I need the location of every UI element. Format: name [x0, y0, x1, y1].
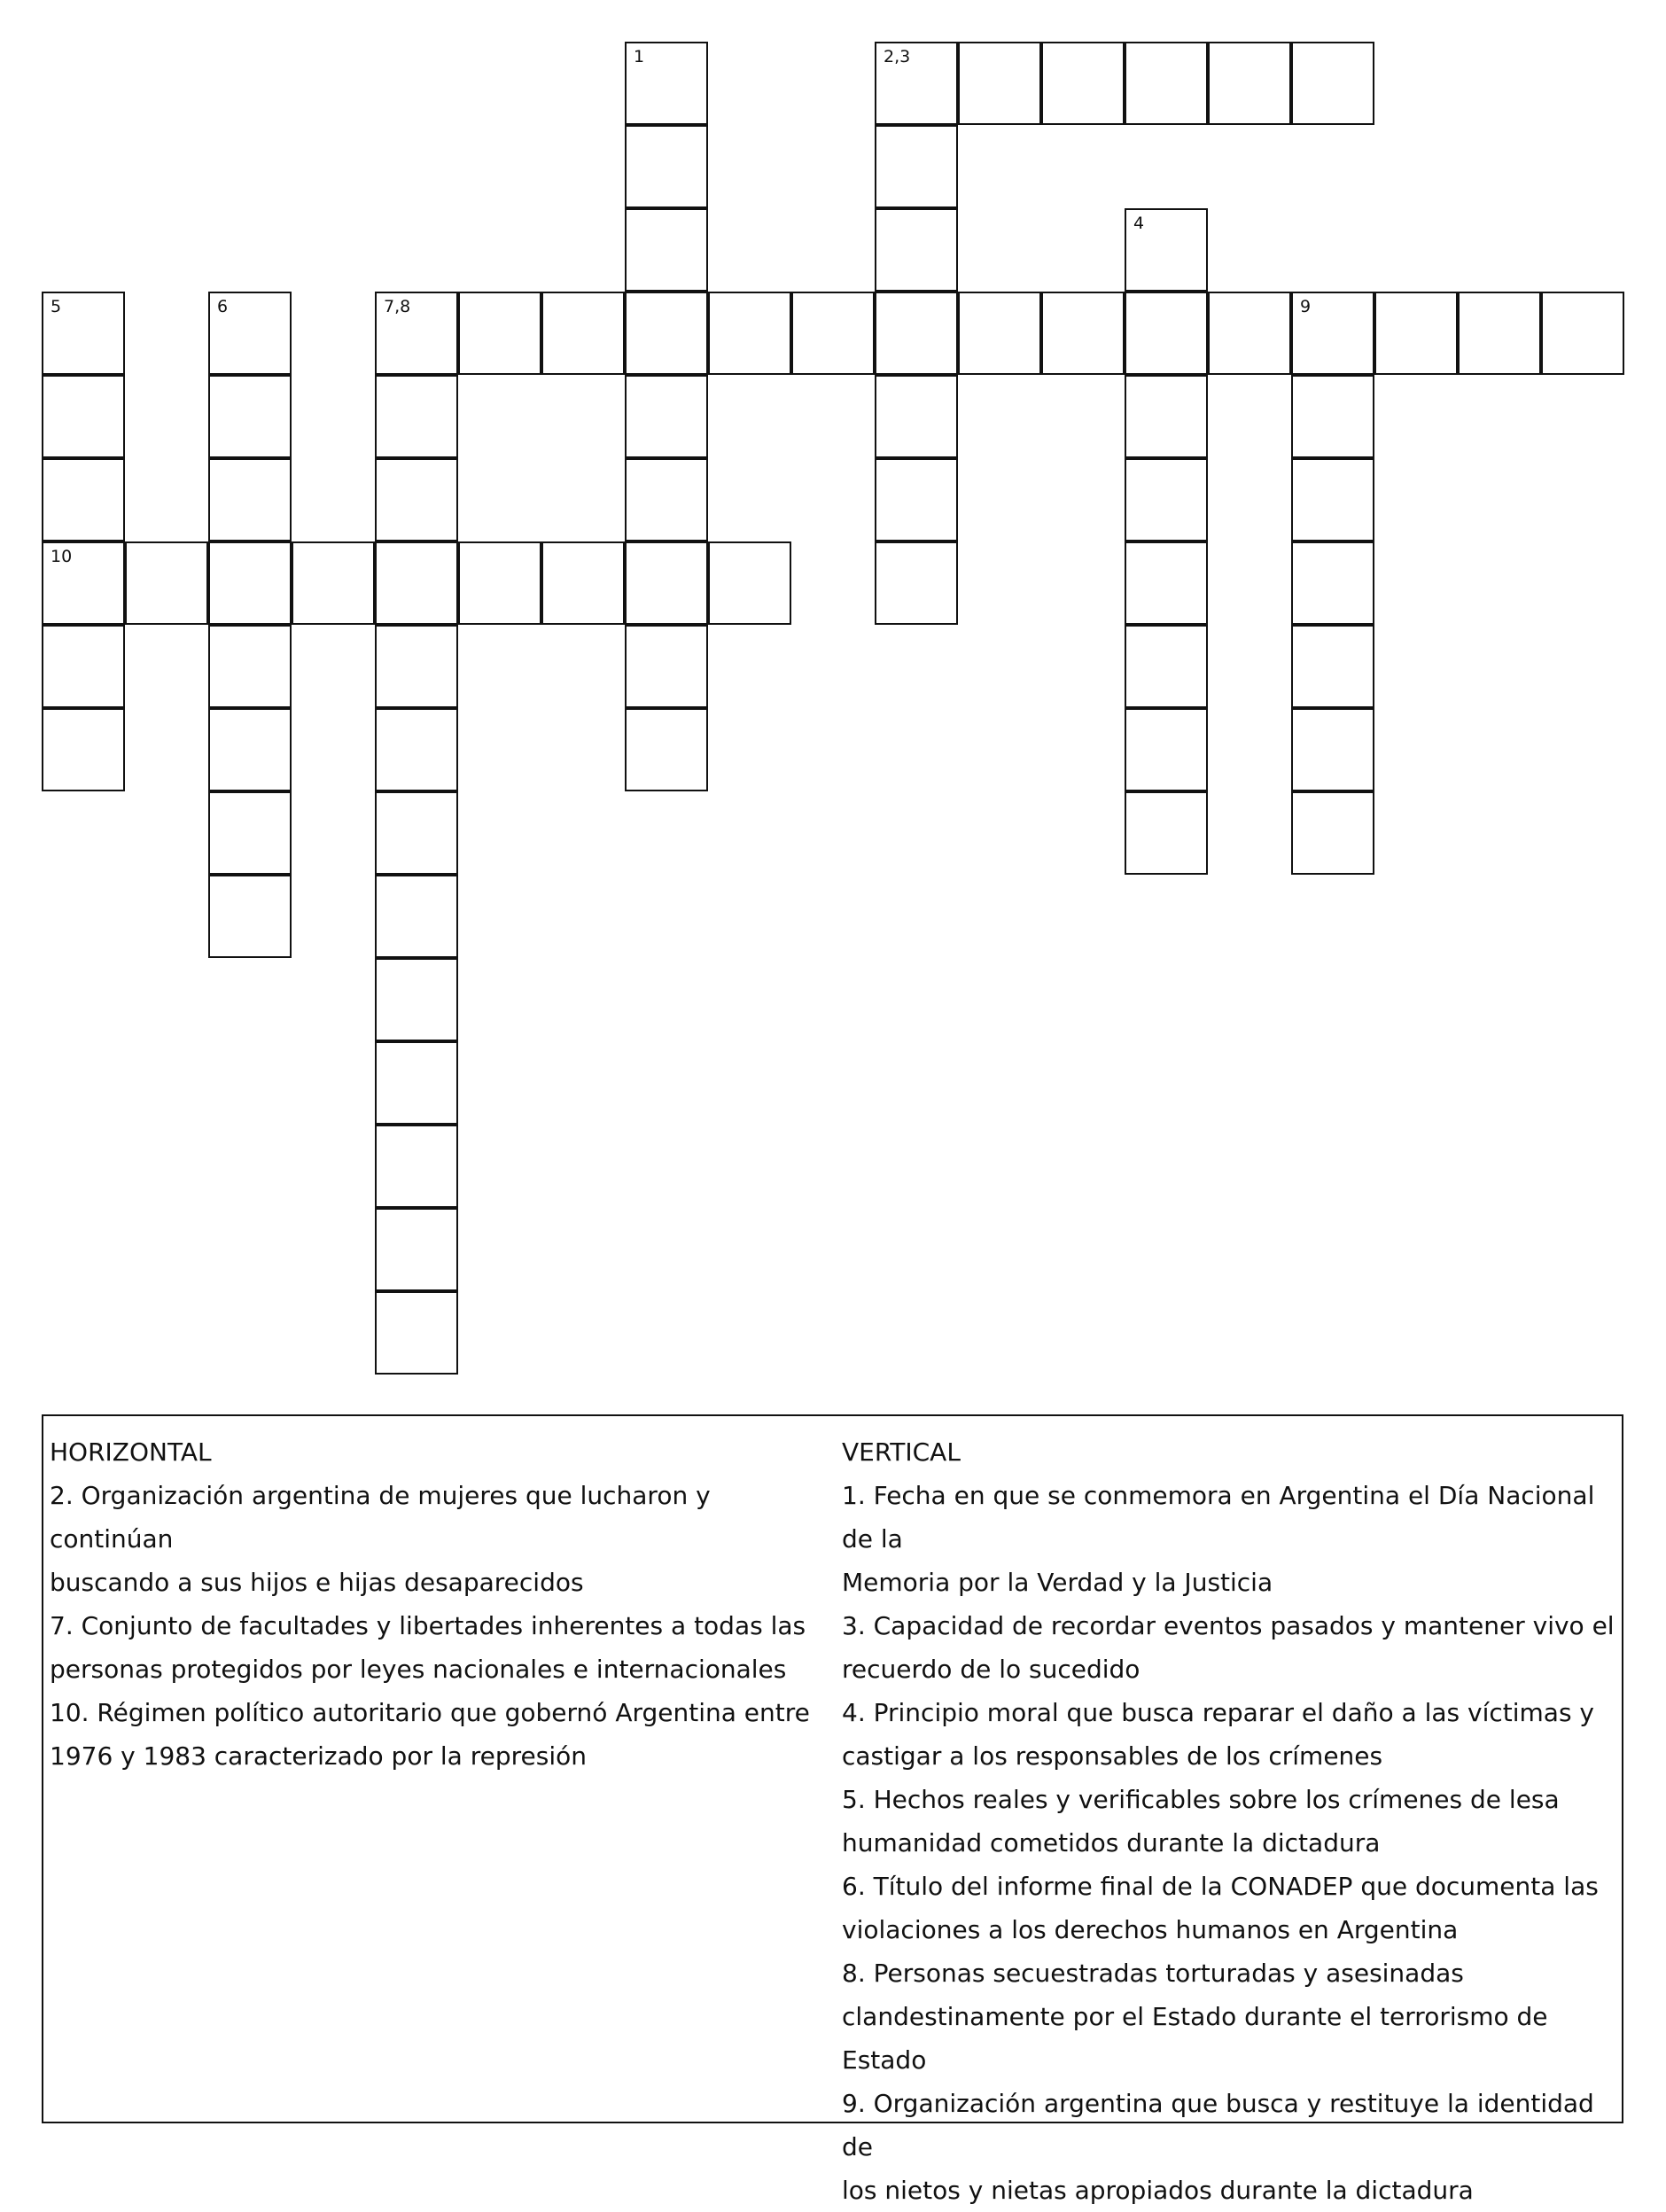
vertical-heading: VERTICAL	[842, 1437, 961, 1467]
vertical-clue-line: 6. Título del informe final de la CONADEP que documenta las	[842, 1872, 1599, 1901]
crossword-cell[interactable]	[42, 625, 125, 708]
crossword-cell[interactable]	[208, 875, 292, 958]
crossword-cell[interactable]	[208, 292, 292, 375]
crossword-cell[interactable]	[42, 541, 125, 625]
vertical-clue-line: clandestinamente por el Estado durante el terrorismo de Estado	[842, 2002, 1548, 2075]
crossword-cell[interactable]	[541, 541, 625, 625]
crossword-cell[interactable]	[292, 541, 375, 625]
crossword-cell[interactable]	[458, 292, 541, 375]
crossword-cell[interactable]	[625, 125, 708, 208]
crossword-cell[interactable]	[375, 625, 458, 708]
crossword-cell[interactable]	[1125, 541, 1208, 625]
crossword-cell[interactable]	[625, 625, 708, 708]
crossword-cell[interactable]	[875, 125, 958, 208]
horizontal-clue-line: personas protegidos por leyes nacionales e internacionales	[50, 1655, 787, 1684]
crossword-cell[interactable]	[708, 541, 791, 625]
crossword-cell[interactable]	[875, 541, 958, 625]
crossword-cell[interactable]	[375, 1291, 458, 1375]
crossword-cell[interactable]	[375, 541, 458, 625]
crossword-cell[interactable]	[458, 541, 541, 625]
crossword-cell[interactable]	[375, 791, 458, 875]
crossword-cell[interactable]	[1125, 791, 1208, 875]
crossword-cell[interactable]	[375, 958, 458, 1041]
crossword-cell[interactable]	[1291, 292, 1374, 375]
crossword-cell[interactable]	[42, 458, 125, 541]
crossword-cell[interactable]	[875, 42, 958, 125]
vertical-clue-line: Memoria por la Verdad y la Justicia	[842, 1568, 1273, 1597]
crossword-cell[interactable]	[1291, 625, 1374, 708]
horizontal-clue-line: 2. Organización argentina de mujeres que lucharon y continúan	[50, 1481, 711, 1554]
crossword-cell[interactable]	[375, 875, 458, 958]
crossword-cell[interactable]	[625, 292, 708, 375]
crossword-cell[interactable]	[1291, 458, 1374, 541]
crossword-cell[interactable]	[875, 208, 958, 292]
crossword-cell[interactable]	[625, 541, 708, 625]
clue-number: 9	[1300, 297, 1312, 316]
crossword-cell[interactable]	[1458, 292, 1541, 375]
clue-number: 1	[634, 47, 645, 66]
vertical-clue-line: los nietos y nietas apropiados durante la dictadura	[842, 2176, 1474, 2205]
horizontal-clue-line: 1976 y 1983 caracterizado por la represión	[50, 1741, 587, 1771]
crossword-cell[interactable]	[625, 375, 708, 458]
crossword-cell[interactable]	[375, 375, 458, 458]
crossword-cell[interactable]	[1125, 708, 1208, 791]
clue-number: 6	[217, 297, 229, 316]
crossword-cell[interactable]	[1208, 42, 1291, 125]
horizontal-clue-line: 7. Conjunto de facultades y libertades inherentes a todas las	[50, 1611, 806, 1640]
crossword-cell[interactable]	[1541, 292, 1624, 375]
clue-number: 4	[1133, 214, 1145, 233]
crossword-cell[interactable]	[1041, 292, 1125, 375]
crossword-cell[interactable]	[875, 292, 958, 375]
crossword-cell[interactable]	[1374, 292, 1458, 375]
clue-number: 7,8	[384, 297, 411, 316]
clues-box	[42, 1414, 1623, 2205]
vertical-clue-line: 5. Hechos reales y verificables sobre los crímenes de lesa	[842, 1785, 1560, 1814]
vertical-clue-line: 1. Fecha en que se conmemora en Argentina el Día Nacional de la	[842, 1481, 1595, 1554]
vertical-clue-line: 9. Organización argentina que busca y restituye la identidad de	[842, 2089, 1594, 2161]
crossword-cell[interactable]	[208, 458, 292, 541]
vertical-clue-line: humanidad cometidos durante la dictadura	[842, 1828, 1381, 1858]
crossword-cell[interactable]	[208, 625, 292, 708]
vertical-clue-line: recuerdo de lo sucedido	[842, 1655, 1141, 1684]
crossword-cell[interactable]	[1291, 791, 1374, 875]
crossword-cell[interactable]	[1125, 42, 1208, 125]
crossword-cell[interactable]	[958, 292, 1041, 375]
vertical-clue-line: 8. Personas secuestradas torturadas y asesinadas	[842, 1959, 1464, 1988]
crossword-cell[interactable]	[375, 1125, 458, 1208]
crossword-cell[interactable]	[1125, 458, 1208, 541]
crossword-cell[interactable]	[625, 42, 708, 125]
crossword-cell[interactable]	[208, 708, 292, 791]
crossword-cell[interactable]	[1208, 292, 1291, 375]
crossword-cell[interactable]	[1125, 208, 1208, 292]
crossword-cell[interactable]	[958, 42, 1041, 125]
horizontal-clue-line: 10. Régimen político autoritario que gobernó Argentina entre	[50, 1698, 810, 1727]
crossword-cell[interactable]	[125, 541, 208, 625]
crossword-cell[interactable]	[1291, 42, 1374, 125]
vertical-clue-line: 3. Capacidad de recordar eventos pasados y mantener vivo el	[842, 1611, 1615, 1640]
crossword-cell[interactable]	[875, 375, 958, 458]
clue-number: 10	[51, 547, 73, 566]
crossword-cell[interactable]	[42, 708, 125, 791]
crossword-cell[interactable]	[375, 458, 458, 541]
crossword-cell[interactable]	[375, 292, 458, 375]
crossword-cell[interactable]	[1041, 42, 1125, 125]
clue-number: 5	[51, 297, 62, 316]
clue-number: 2,3	[884, 47, 911, 66]
crossword-cell[interactable]	[1125, 375, 1208, 458]
crossword-cell[interactable]	[625, 458, 708, 541]
crossword-cell[interactable]	[375, 1041, 458, 1125]
crossword-cell[interactable]	[1291, 375, 1374, 458]
crossword-cell[interactable]	[625, 708, 708, 791]
crossword-cell[interactable]	[208, 791, 292, 875]
crossword-cell[interactable]	[541, 292, 625, 375]
crossword-cell[interactable]	[1125, 625, 1208, 708]
crossword-cell[interactable]	[42, 292, 125, 375]
vertical-clues	[842, 1430, 1622, 2212]
crossword-cell[interactable]	[375, 1208, 458, 1291]
crossword-cell[interactable]	[375, 708, 458, 791]
crossword-cell[interactable]	[1125, 292, 1208, 375]
crossword-cell[interactable]	[1291, 708, 1374, 791]
crossword-cell[interactable]	[1291, 541, 1374, 625]
crossword-cell[interactable]	[875, 458, 958, 541]
crossword-cell[interactable]	[208, 375, 292, 458]
crossword-cell[interactable]	[791, 292, 875, 375]
horizontal-heading: HORIZONTAL	[50, 1437, 212, 1467]
vertical-clue-line: castigar a los responsables de los crímenes	[842, 1741, 1383, 1771]
vertical-clue-line: 4. Principio moral que busca reparar el daño a las víctimas y	[842, 1698, 1594, 1727]
crossword-cell[interactable]	[708, 292, 791, 375]
horizontal-clue-line: buscando a sus hijos e hijas desaparecidos	[50, 1568, 584, 1597]
crossword-cell[interactable]	[208, 541, 292, 625]
crossword-cell[interactable]	[625, 208, 708, 292]
crossword-cell[interactable]	[42, 375, 125, 458]
vertical-clue-line: violaciones a los derechos humanos en Argentina	[842, 1915, 1459, 1944]
horizontal-clues	[50, 1430, 829, 1778]
